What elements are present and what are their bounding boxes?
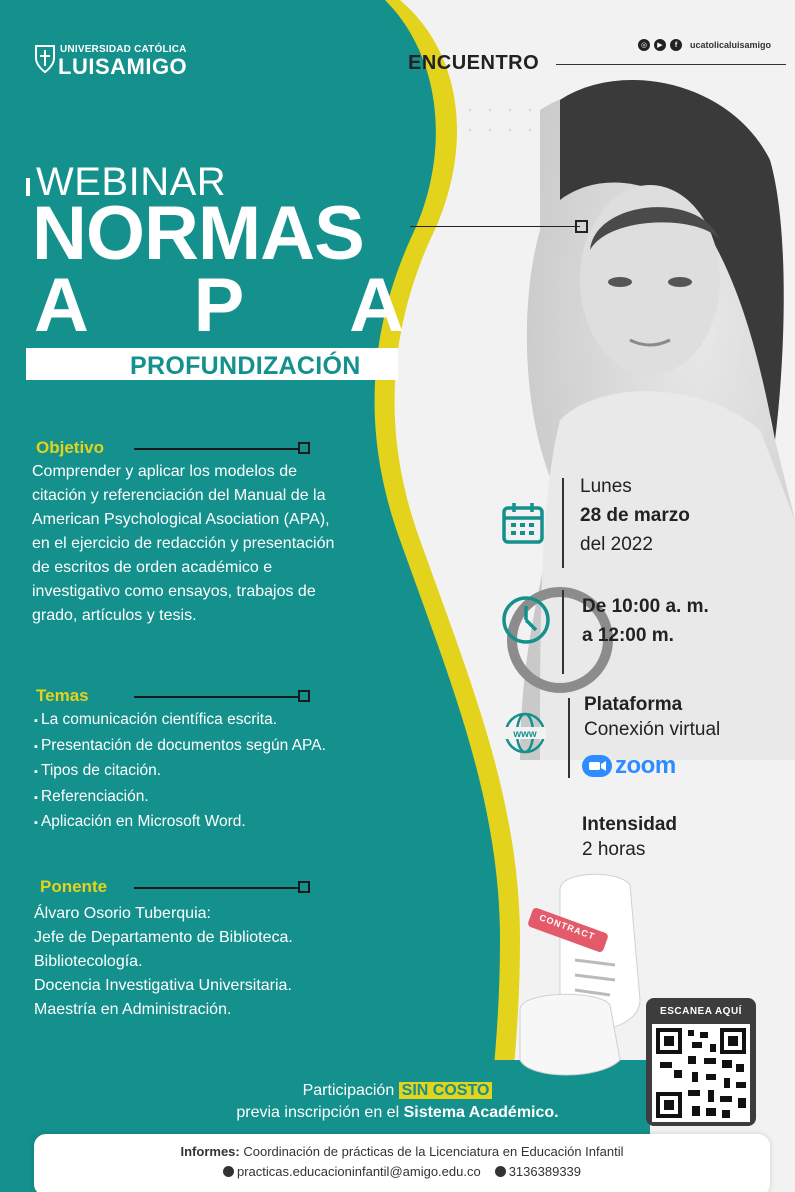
platform-value: Conexión virtual — [584, 719, 721, 740]
list-item: ▪ La comunicación científica escrita. — [34, 708, 394, 734]
date-divider — [562, 478, 564, 568]
qr-label: ESCANEA AQUÍ — [660, 1006, 742, 1017]
ponente-line-text: Docencia Investigativa Universitaria. — [34, 977, 292, 994]
footer-card — [34, 1134, 770, 1192]
objetivo-text — [32, 460, 392, 628]
subtitle-profundizacion: PROFUNDIZACIÓN — [130, 352, 361, 380]
intensity-heading: Intensidad — [582, 814, 678, 835]
globe-www-icon — [502, 710, 548, 756]
title-apa — [34, 263, 404, 348]
objetivo-line-text: American Psychological Asociation (APA), — [32, 511, 330, 528]
registration-prefix: previa inscripción en el — [236, 1104, 404, 1121]
date-block — [580, 472, 690, 559]
temas-square — [298, 690, 310, 702]
zoom-camera-icon — [582, 755, 612, 777]
ponente-text — [34, 902, 394, 1022]
objetivo-line-text: de escritos de orden académico e — [32, 559, 273, 576]
platform-block — [584, 690, 720, 744]
registration-system: Sistema Académico. — [403, 1104, 559, 1121]
calendar-icon — [500, 500, 546, 546]
participation-prefix: Participación — [302, 1082, 395, 1099]
intensity-block — [582, 810, 677, 864]
informes-text: Coordinación de prácticas de la Licenciatura en Educación Infantil — [239, 1144, 624, 1159]
registration-line — [0, 1104, 795, 1122]
objetivo-square — [298, 442, 310, 454]
facebook-icon[interactable]: f — [670, 39, 682, 51]
zoom-logo — [582, 752, 676, 780]
objetivo-line-text: investigativo como ensayos, trabajos de — [32, 583, 316, 600]
title-apa-letter: A — [34, 263, 89, 348]
event-type-label: ENCUENTRO — [408, 52, 540, 74]
objetivo-line-text: en el ejercicio de redacción y presentación — [32, 535, 335, 552]
connector-line — [410, 226, 580, 227]
social-handle: ucatolicaluisamigo — [690, 40, 772, 50]
university-name-top: UNIVERSIDAD CATÓLICA — [60, 44, 187, 55]
contract-label: CONTRACT — [538, 912, 597, 942]
title-webinar: WEBINAR — [36, 160, 227, 204]
objetivo-line-text: Comprender y aplicar los modelos de — [32, 463, 298, 480]
university-logo-icon — [34, 44, 56, 74]
platform-heading: Plataforma — [584, 694, 683, 715]
informes-label: Informes: — [180, 1144, 240, 1159]
time-start: De 10:00 a. m. — [582, 596, 709, 617]
email-icon — [223, 1166, 234, 1177]
informes-line — [34, 1144, 770, 1159]
svg-text:www: www — [513, 729, 537, 740]
instagram-icon[interactable]: ◎ — [638, 39, 650, 51]
date-year: del 2022 — [580, 534, 653, 555]
email-contact[interactable] — [223, 1164, 481, 1179]
objetivo-heading: Objetivo — [36, 438, 105, 457]
ponente-line-text: Jefe de Departamento de Biblioteca. — [34, 929, 293, 946]
date-day: Lunes — [580, 476, 632, 497]
zoom-wordmark: zoom — [615, 752, 676, 779]
list-item: ▪ Presentación de documentos según APA. — [34, 734, 394, 760]
objetivo-line-text: citación y referenciación del Manual de la — [32, 487, 326, 504]
connector-square — [575, 220, 588, 233]
participation-line — [0, 1082, 795, 1100]
phone-icon — [495, 1166, 506, 1177]
time-block — [582, 592, 709, 650]
list-item: ▪ Referenciación. — [34, 785, 394, 811]
objetivo-line-text: grado, artículos y tesis. — [32, 607, 197, 624]
ponente-line-text: Maestría en Administración. — [34, 1001, 232, 1018]
list-item: ▪ Aplicación en Microsoft Word. — [34, 810, 394, 836]
ponente-line-text: Bibliotecología. — [34, 953, 143, 970]
title-apa-letter: A — [349, 263, 404, 348]
list-item: ▪ Tipos de citación. — [34, 759, 394, 785]
ponente-square — [298, 881, 310, 893]
youtube-icon[interactable]: ▶ — [654, 39, 666, 51]
temas-list — [34, 708, 394, 836]
title-apa-letter: P — [193, 263, 245, 348]
woman-photo — [512, 80, 795, 760]
phone-contact[interactable] — [495, 1164, 581, 1179]
phone-text: 3136389339 — [508, 1164, 582, 1179]
divider-line — [556, 64, 786, 65]
time-divider — [562, 590, 564, 674]
intensity-value: 2 horas — [582, 839, 646, 860]
ponente-line — [134, 887, 300, 889]
contact-line — [34, 1164, 770, 1179]
email-text: practicas.educacioninfantil@amigo.edu.co — [236, 1164, 481, 1179]
title-normas: NORMAS — [32, 191, 364, 276]
clock-icon — [500, 594, 552, 646]
date-date: 28 de marzo — [580, 505, 690, 526]
temas-line — [134, 696, 300, 698]
university-name-main: LUISAMIGO — [58, 54, 188, 79]
objetivo-line — [134, 448, 300, 450]
free-badge: SIN COSTO — [399, 1082, 493, 1099]
platform-divider — [568, 698, 570, 778]
title-accent-bar — [26, 178, 30, 196]
temas-heading: Temas — [36, 686, 89, 705]
social-bar — [638, 38, 771, 52]
time-end: a 12:00 m. — [582, 625, 674, 646]
ponente-heading: Ponente — [40, 877, 108, 896]
ponente-line-text: Álvaro Osorio Tuberquia: — [34, 905, 211, 922]
